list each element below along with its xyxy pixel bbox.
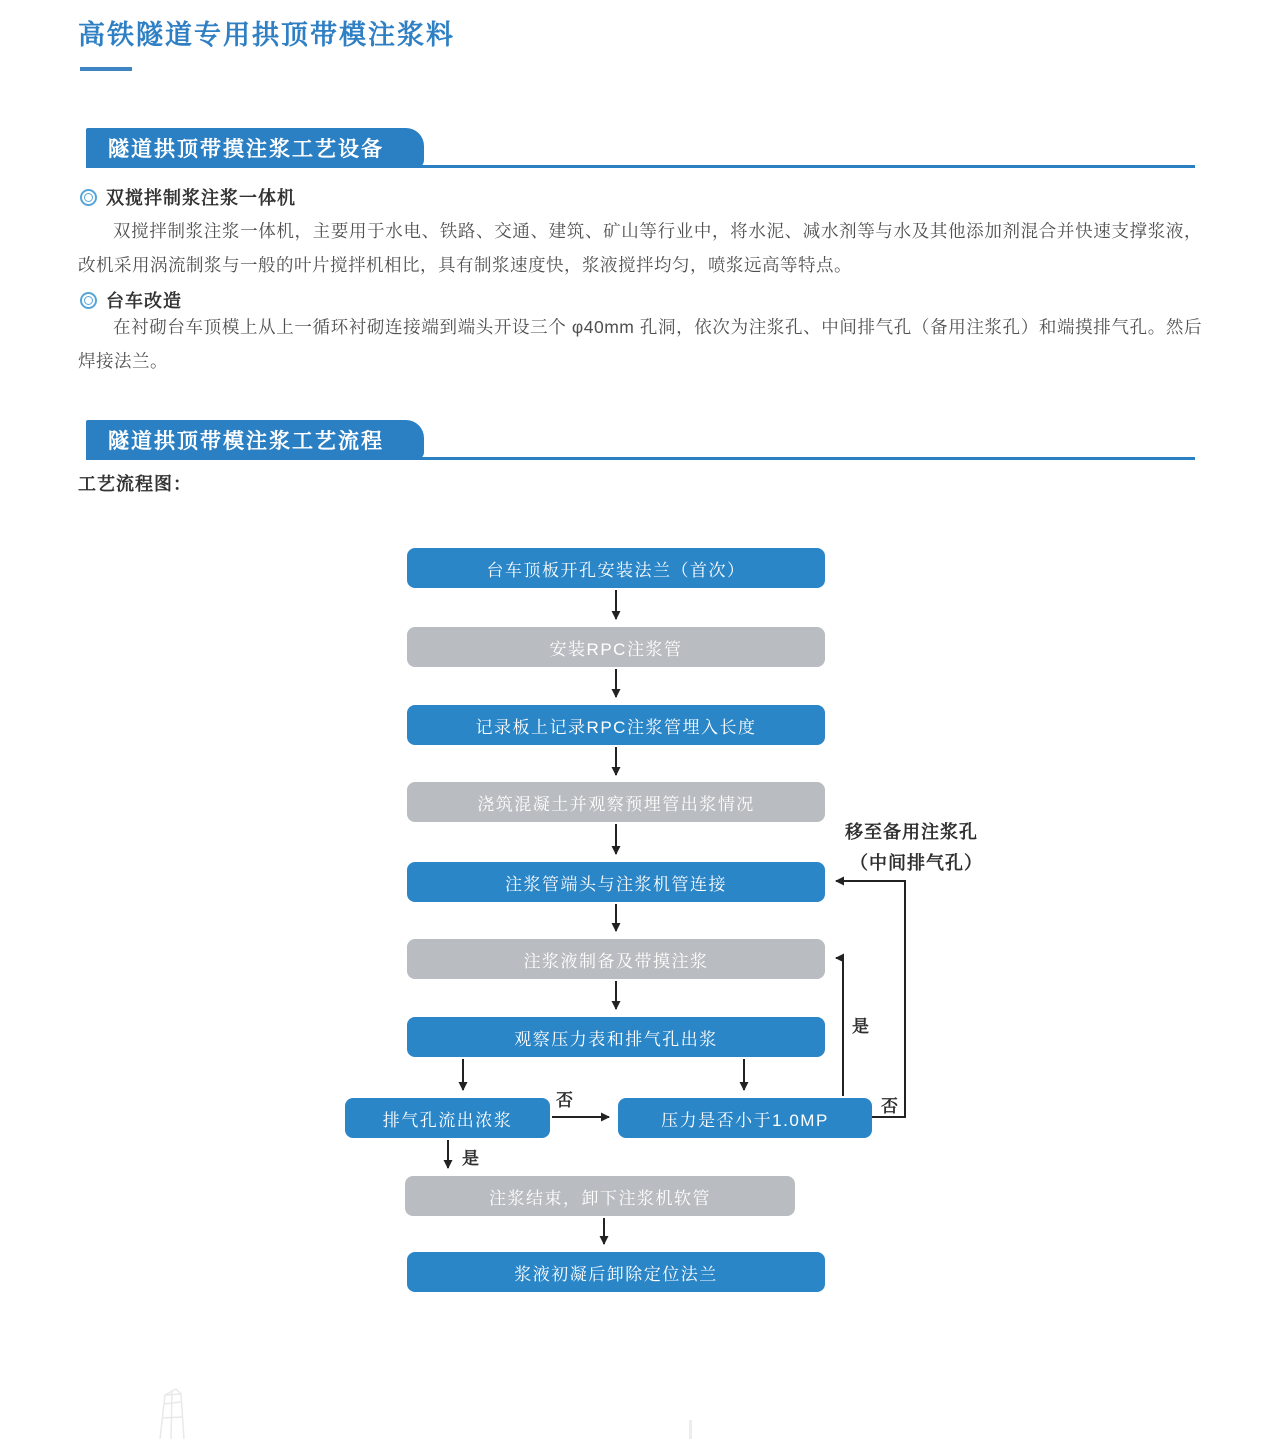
paragraph-mixer: 双搅拌制浆注浆一体机，主要用于水电、铁路、交通、建筑、矿山等行业中，将水泥、减水剂等与水及其他添加剂混合并快速支撑浆液，改机采用涡流制浆与一般的叶片搅拌机相比，具有制浆速度快，浆液搅拌均匀，喷浆远高等特点。 (78, 221, 1202, 275)
paragraph-trolley: 在衬砌台车顶模上从上一循环衬砌连接端到端头开设三个 φ40mm 孔洞，依次为注浆孔、中间排气孔（备用注浆孔）和端摸排气孔。然后焊接法兰。 (78, 317, 1202, 371)
bullet-trolley-title: 台车改造 (106, 291, 182, 311)
title-underline (80, 67, 132, 71)
arrow-pressure-yes-loopback (836, 958, 843, 1096)
flow-step-pour-concrete: 浇筑混凝土并观察预埋管出浆情况 (407, 782, 825, 822)
building-watermark-icon (148, 1386, 248, 1439)
bottom-smudge (689, 1420, 692, 1439)
section-process-heading: 隧道拱顶带模注浆工艺流程 (86, 420, 424, 460)
diagram-label: 工艺流程图： (78, 474, 192, 494)
flow-step-record-length: 记录板上记录RPC注浆管埋入长度 (407, 705, 825, 745)
label-middle-vent-hole: （中间排气孔） (850, 853, 983, 873)
label-no-pressure: 否 (881, 1097, 899, 1116)
section-equipment-heading: 隧道拱顶带摸注浆工艺设备 (86, 128, 424, 168)
bullet-mixer-title: 双搅拌制浆注浆一体机 (106, 188, 296, 208)
flow-step-install-rpc-pipe: 安装RPC注浆管 (407, 627, 825, 667)
ring-bullet-icon (80, 292, 97, 309)
bullet-mixer (80, 184, 296, 210)
flow-step-connect-machine: 注浆管端头与注浆机管连接 (407, 862, 825, 902)
label-move-to-backup-hole: 移至备用注浆孔 (845, 822, 978, 842)
ring-bullet-icon (80, 189, 97, 206)
bullet-trolley (80, 287, 182, 313)
page-title: 高铁隧道专用拱顶带模注浆料 (78, 20, 455, 50)
label-yes-pressure: 是 (852, 1017, 870, 1036)
flow-step-remove-flange: 浆液初凝后卸除定位法兰 (407, 1252, 825, 1292)
flow-step-prepare-grout: 注浆液制备及带摸注浆 (407, 939, 825, 979)
arrow-pressure-no-loopback (836, 881, 905, 1117)
section-equipment-bar (86, 127, 1195, 168)
flow-step-finish-grouting: 注浆结束，卸下注浆机软管 (405, 1176, 795, 1216)
flow-decision-vent-slurry: 排气孔流出浓浆 (345, 1098, 550, 1138)
section-process-bar (86, 419, 1195, 460)
flow-step-drill-flange: 台车顶板开孔安装法兰（首次） (407, 548, 825, 588)
flow-decision-pressure: 压力是否小于1.0MP (618, 1098, 872, 1138)
label-yes-drain: 是 (462, 1149, 480, 1168)
flow-step-observe-pressure: 观察压力表和排气孔出浆 (407, 1017, 825, 1057)
label-no-drain: 否 (556, 1091, 574, 1110)
